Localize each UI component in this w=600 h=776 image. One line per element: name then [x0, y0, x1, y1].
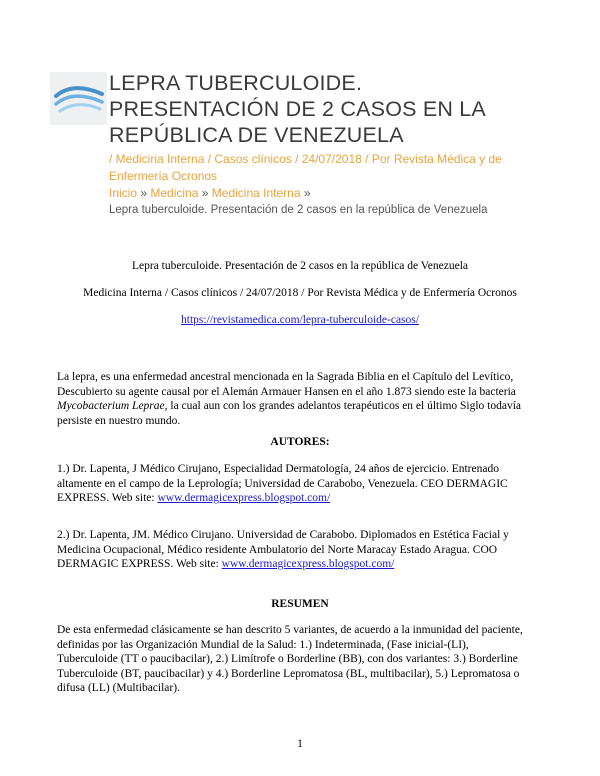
breadcrumb: [109, 185, 569, 201]
post-meta-line-1[interactable]: / Medicina Interna / Casos clínicos / 24/07/2018 / Por Revista Médica y de: [109, 152, 502, 166]
summary-line-5: difusa (LL) (Multibacilar).: [57, 682, 180, 694]
summary-paragraph: [57, 623, 547, 696]
title-line-1: LEPRA TUBERCULOIDE.: [109, 71, 363, 95]
summary-line-2: definidas por las Organización Mundial de la Salud: 1.) Indeterminada, (Fase inicial-(LI),: [57, 638, 469, 651]
title-line-3: REPÚBLICA DE VENEZUELA: [109, 123, 404, 147]
doc-url-wrapper: [0, 313, 600, 328]
summary-line-4: Tuberculoide (BT, paucibacilar) y 4.) Borderline Lepromatosa (BL, multibacilar), 5.) Lepromatosa o: [57, 667, 520, 680]
title-line-2: PRESENTACIÓN DE 2 CASOS EN LA: [109, 97, 486, 121]
author-2-line-1: 2.) Dr. Lapenta, JM. Médico Cirujano. Universidad de Carabobo. Diplomados en Estética Facial y: [57, 529, 509, 541]
doc-subtitle: Lepra tuberculoide. Presentación de 2 casos en la república de Venezuela: [131, 260, 468, 272]
author-1-line-2: altamente en el campo de la Leprología; Universidad de Carabobo, Venezuela. CEO DERMAGIC: [57, 477, 508, 490]
author-2-line-3-text: DERMAGIC EXPRESS. Web site:: [57, 558, 222, 570]
breadcrumb-separator: »: [140, 186, 148, 200]
doc-byline: Medicina Interna / Casos clínicos / 24/07/2018 / Por Revista Médica y de Enfermería Ocronos: [83, 287, 517, 299]
author-1-line-3-text: EXPRESS. Web site:: [57, 492, 158, 504]
breadcrumb-separator: »: [201, 186, 209, 200]
summary-line-3: Tuberculoide (TT o paucibacilar), 2.) Limítrofe o Borderline (BB), con dos variantes: 3.) Borderline: [57, 653, 518, 665]
intro-line-3-rest: , la cual aun con los grandes adelantos terapéuticos en el último Siglo todavía: [164, 400, 522, 412]
summary-line-1: De esta enfermedad clásicamente se han descrito 5 variantes, de acuerdo a la inmunidad del paciente,: [57, 624, 523, 636]
journal-logo-icon: [50, 72, 107, 125]
page-title: [109, 70, 579, 148]
post-meta-line-2[interactable]: Enfermería Ocronos: [109, 169, 218, 183]
intro-paragraph: [57, 370, 547, 428]
author-2-line-2: Medicina Ocupacional, Médico residente Ambulatorio del Norte Maracay Estado Aragua. COO: [57, 543, 498, 556]
summary-heading: RESUMEN: [271, 598, 329, 610]
bacteria-name: Mycobacterium Leprae: [57, 400, 165, 412]
author-2-website-link[interactable]: www.dermagicexpress.blogspot.com/: [221, 558, 395, 570]
author-1: [57, 462, 547, 506]
breadcrumb-section-link[interactable]: Medicina: [150, 186, 199, 200]
breadcrumb-home-link[interactable]: Inicio: [109, 186, 138, 200]
intro-line-2: Descubierto su agente causal por el Alemán Armauer Hansen en el año 1.873 siendo este la bacteria: [57, 385, 516, 398]
author-2-line-3: [57, 557, 547, 572]
intro-line-3: [57, 399, 547, 414]
page-number: 1: [297, 738, 303, 750]
doc-url-link[interactable]: https://revistamedica.com/lepra-tuberculoide-casos/: [181, 314, 419, 326]
intro-line-4: persiste en nuestro mundo.: [57, 414, 181, 427]
breadcrumb-subsection-link[interactable]: Medicina Interna: [211, 186, 301, 200]
authors-heading: AUTORES:: [270, 436, 330, 448]
author-2: [57, 528, 547, 572]
post-meta[interactable]: [109, 151, 569, 185]
breadcrumb-separator: »: [303, 186, 311, 200]
author-1-line-1: 1.) Dr. Lapenta, J Médico Cirujano, Especialidad Dermatología, 24 años de ejercicio. Entrenado: [57, 463, 499, 475]
intro-line-1: La lepra, es una enfermedad ancestral mencionada en la Sagrada Biblia en el Capítulo del Levítico,: [57, 371, 514, 383]
author-1-website-link[interactable]: www.dermagicexpress.blogspot.com/: [157, 492, 331, 504]
breadcrumb-current: Lepra tuberculoide. Presentación de 2 casos en la república de Venezuela: [109, 204, 488, 216]
author-1-line-3: [57, 491, 547, 506]
